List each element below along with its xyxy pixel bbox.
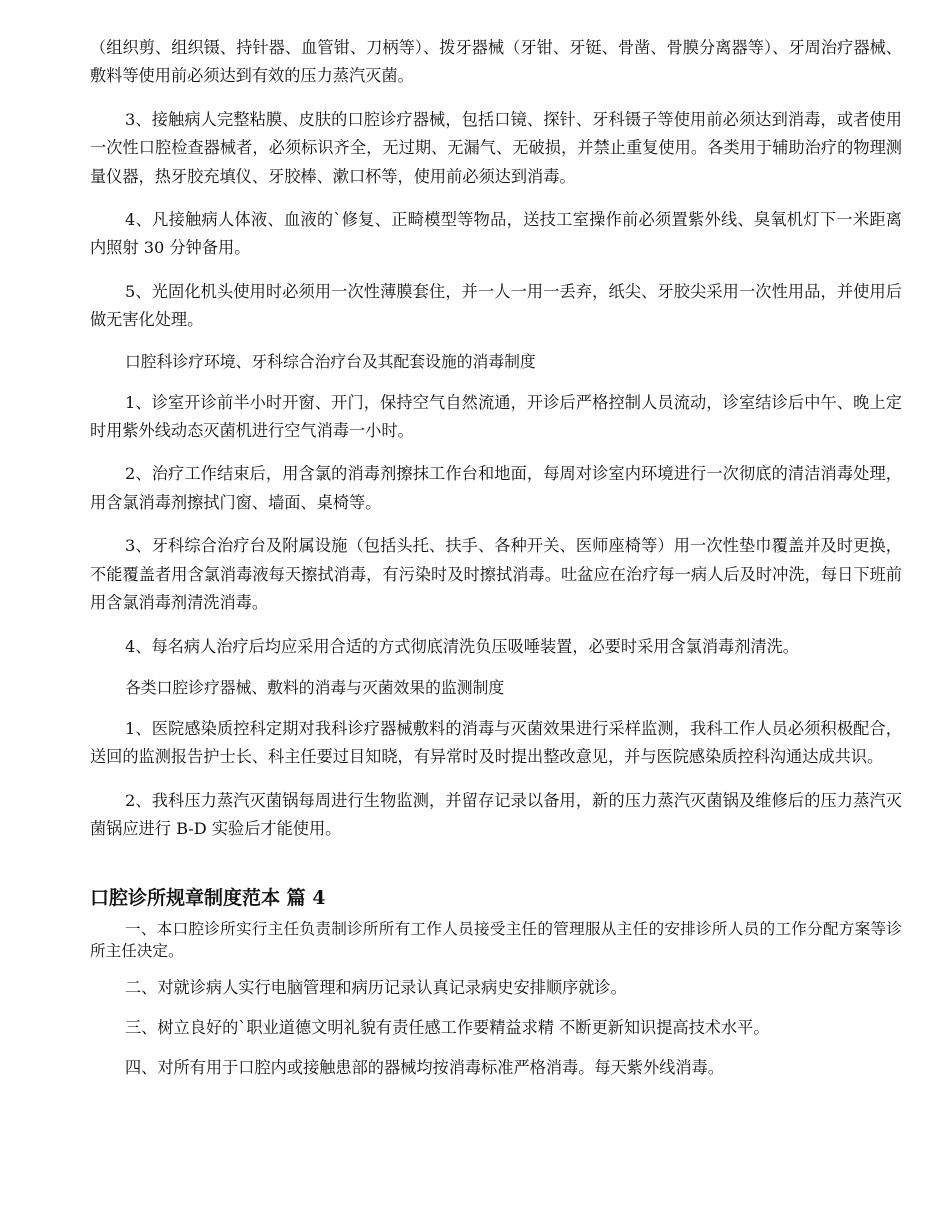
paragraph-item-5-curing-light: 5、光固化机头使用时必须用一次性薄膜套住，并一人一用一丢弃，纸尖、牙胶尖采用一次性用品，并使用后做无害化处理。 [90,281,902,330]
section-title: 口腔诊所规章制度范本 篇 4 [90,886,326,909]
paragraph-rule-4: 四、对所有用于口腔内或接触患部的器械均按消毒标准严格消毒。每天紫外线消毒。 [125,1058,724,1078]
paragraph-env-item-1: 1、诊室开诊前半小时开窗、开门，保持空气自然流通，开诊后严格控制人员流动，诊室结诊后中午、晚上定时用紫外线动态灭菌机进行空气消毒一小时。 [90,392,902,441]
paragraph-env-item-3: 3、牙科综合治疗台及附属设施（包括头托、扶手、各种开关、医师座椅等）用一次性垫巾覆盖并及时更换，不能覆盖者用含氯消毒液每天擦拭消毒，有污染时及时擦拭消毒。吐盆应在治疗每一病人后及时冲洗，每日下班前用含氯消毒剂清洗消毒。 [90,536,902,613]
paragraph-monitor-item-1: 1、医院感染质控科定期对我科诊疗器械敷料的消毒与灭菌效果进行采样监测，我科工作人员必须积极配合，送回的监测报告护士长、科主任要过目知晓，有异常时及时提出整改意见，并与医院感染质控科沟通达成共识。 [90,718,902,767]
paragraph-instruments-sterilization: （组织剪、组织镊、持针器、血管钳、刀柄等）、拨牙器械（牙钳、牙铤、骨凿、骨膜分离器等）、牙周治疗器械、敷料等使用前必须达到有效的压力蒸汽灭菌。 [90,38,902,86]
paragraph-item-4-models: 4、凡接触病人体液、血液的`修复、正畸模型等物品，送技工室操作前必须置紫外线、臭氧机灯下一米距离内照射 30 分钟备用。 [90,210,902,258]
subheading-environment-disinfection: 口腔科诊疗环境、牙科综合治疗台及其配套设施的消毒制度 [125,351,536,371]
paragraph-env-item-4: 4、每名病人治疗后均应采用合适的方式彻底清洗负压吸唾装置，必要时采用含氯消毒剂清洗。 [125,636,799,656]
paragraph-rule-2: 二、对就诊病人实行电脑管理和病历记录认真记录病史安排顺序就诊。 [125,977,627,997]
subheading-monitoring: 各类口腔诊疗器械、敷料的消毒与灭菌效果的监测制度 [125,677,505,697]
document-page [90,34,902,1083]
paragraph-item-3-mucosa: 3、接触病人完整粘膜、皮肤的口腔诊疗器械，包括口镜、探针、牙科镊子等使用前必须达到消毒，或者使用一次性口腔检查器械者，必须标识齐全，无过期、无漏气、无破损，并禁止重复使用。各类用于辅助治疗的物理测量仪器，热牙胶充填仪、牙胶棒、漱口杯等，使用前必须达到消毒。 [90,109,902,186]
paragraph-rule-3: 三、树立良好的`职业道德文明礼貌有责任感工作要精益求精 不断更新知识提高技术水平。 [125,1017,770,1037]
paragraph-env-item-2: 2、治疗工作结束后，用含氯的消毒剂擦抹工作台和地面，每周对诊室内环境进行一次彻底的清洁消毒处理，用含氯消毒剂擦拭门窗、墙面、桌椅等。 [90,464,902,512]
paragraph-monitor-item-2: 2、我科压力蒸汽灭菌锅每周进行生物监测，并留存记录以备用，新的压力蒸汽灭菌锅及维修后的压力蒸汽灭菌锅应进行 B-D 实验后才能使用。 [90,790,902,839]
paragraph-rule-1: 一、本口腔诊所实行主任负责制诊所所有工作人员接受主任的管理服从主任的安排诊所人员的工作分配方案等诊所主任决定。 [90,919,902,960]
